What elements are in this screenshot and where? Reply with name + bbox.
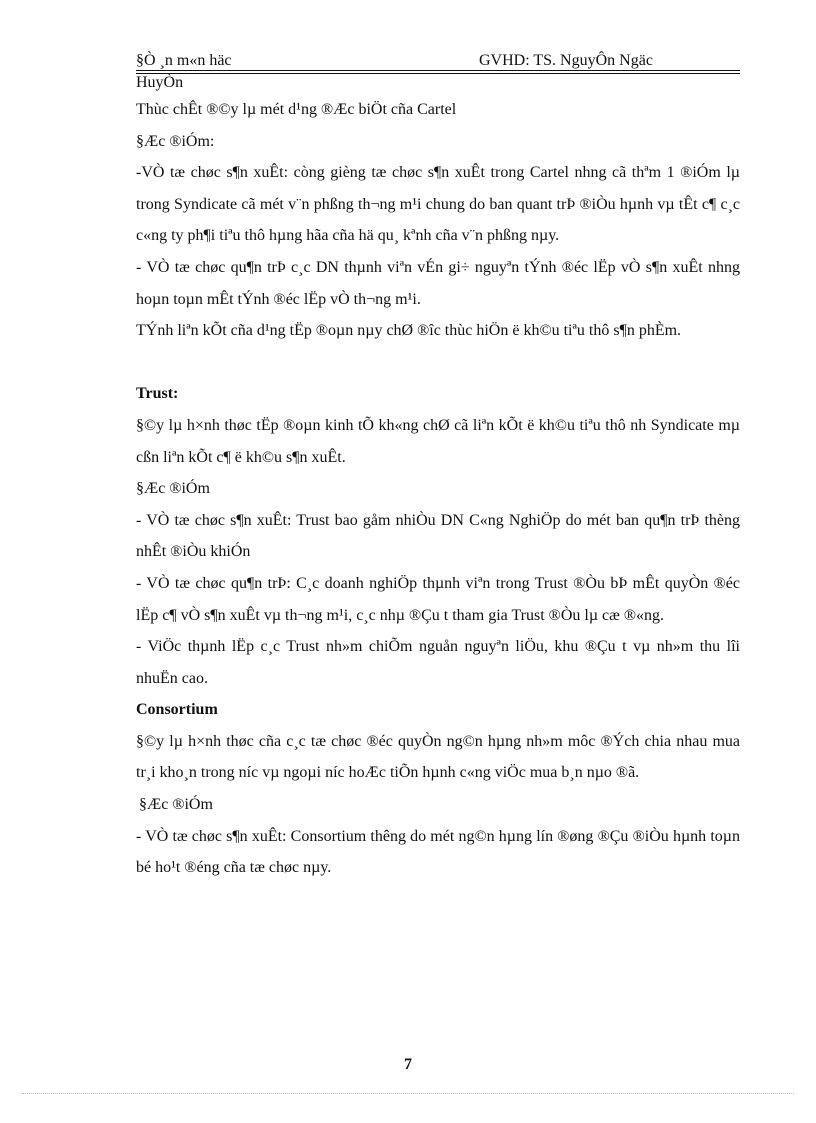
header-supervisor: GVHD: TS. NguyÔn Ngäc xyxy=(479,52,653,69)
paragraph-syndicate-essence: Thùc chÊt ®©y lµ mét d¹ng ®Æc biÖt cña Cartel xyxy=(136,101,457,118)
header-subject: §Ò ¸n m«n häc xyxy=(136,52,232,69)
paragraph-consortium-definition: §©y lµ h×nh thøc cña c¸c tæ chøc ®éc quyÒn ng©n hµng nh»m môc ®Ých chia nhau mua tr¸i kho¸n trong níc vµ ngoµi níc hoÆc tiÕn hµnh c«ng viÖc mua b¸n nµo ®ã. xyxy=(136,732,740,782)
heading-features: §Æc ®iÓm: xyxy=(136,132,215,150)
header-supervisor-continuation: HuyÒn xyxy=(136,74,184,91)
heading-trust: Trust: xyxy=(136,385,179,403)
document-body xyxy=(136,94,740,884)
paragraph-trust-definition: §©y lµ h×nh thøc tËp ®oµn kinh tÕ kh«ng chØ cã liªn kÕt ë kh©u tiªu thô nh Syndicate mµ cßn liªn kÕt c¶ ë kh©u s¶n xuÊt. xyxy=(136,416,740,466)
page-bottom-divider xyxy=(22,1093,794,1094)
paragraph-gap xyxy=(136,347,740,379)
page-number: 7 xyxy=(404,1056,412,1073)
paragraph-trust-management: - VÒ tæ chøc qu¶n trÞ: C¸c doanh nghiÖp thµnh viªn trong Trust ®Òu bÞ mÊt quyÒn ®éc lËp c¶ vÒ s¶n xuÊt vµ th¬ng m¹i, c¸c nhµ ®Çu t tham gia Trust ®Òu lµ cæ ®«ng. xyxy=(136,574,740,624)
paragraph-consortium-production: - VÒ tæ chøc s¶n xuÊt: Consortium thêng do mét ng©n hµng lín ®øng ®Çu ®iÒu hµnh toµn bé ho¹t ®éng cña tæ chøc nµy. xyxy=(136,827,740,877)
paragraph-trust-production: - VÒ tæ chøc s¶n xuÊt: Trust bao gåm nhiÒu DN C«ng NghiÖp do mét ban qu¶n trÞ thèng nhÊt ®iÒu khiÓn xyxy=(136,511,740,561)
heading-trust-features: §Æc ®iÓm xyxy=(136,480,210,498)
heading-consortium: Consortium xyxy=(136,701,218,719)
paragraph-production-organization: -VÒ tæ chøc s¶n xuÊt: còng gièng tæ chøc s¶n xuÊt trong Cartel nhng cã thªm 1 ®iÓm lµ trong Syndicate cã mét v¨n phßng th¬ng m¹i chung do ban quant trÞ ®iÒu hµnh vµ tÊt c¶ c¸c c«ng ty ph¶i tiªu thô hµng hãa cña hä qu¸ kªnh cña v¨n phßng nµy. xyxy=(136,164,740,245)
header-rule-double xyxy=(136,73,740,74)
paragraph-trust-purpose: - ViÖc thµnh lËp c¸c Trust nh»m chiÕm nguån nguyªn liÖu, khu ®Çu t vµ nh»m thu lîi nhuËn cao. xyxy=(136,638,740,687)
heading-consortium-features: §Æc ®iÓm xyxy=(139,796,213,814)
paragraph-management-organization: - VÒ tæ chøc qu¶n trÞ c¸c DN thµnh viªn vÉn gi÷ nguyªn tÝnh ®éc lËp vÒ s¶n xuÊt nhng hoµn toµn mÊt tÝnh ®éc lËp vÒ th¬ng m¹i. xyxy=(136,258,740,308)
paragraph-linkage: TÝnh liªn kÕt cña d¹ng tËp ®oµn nµy chØ ®îc thùc hiÖn ë kh©u tiªu thô s¶n phÈm. xyxy=(136,322,682,340)
header-rule xyxy=(136,70,740,71)
